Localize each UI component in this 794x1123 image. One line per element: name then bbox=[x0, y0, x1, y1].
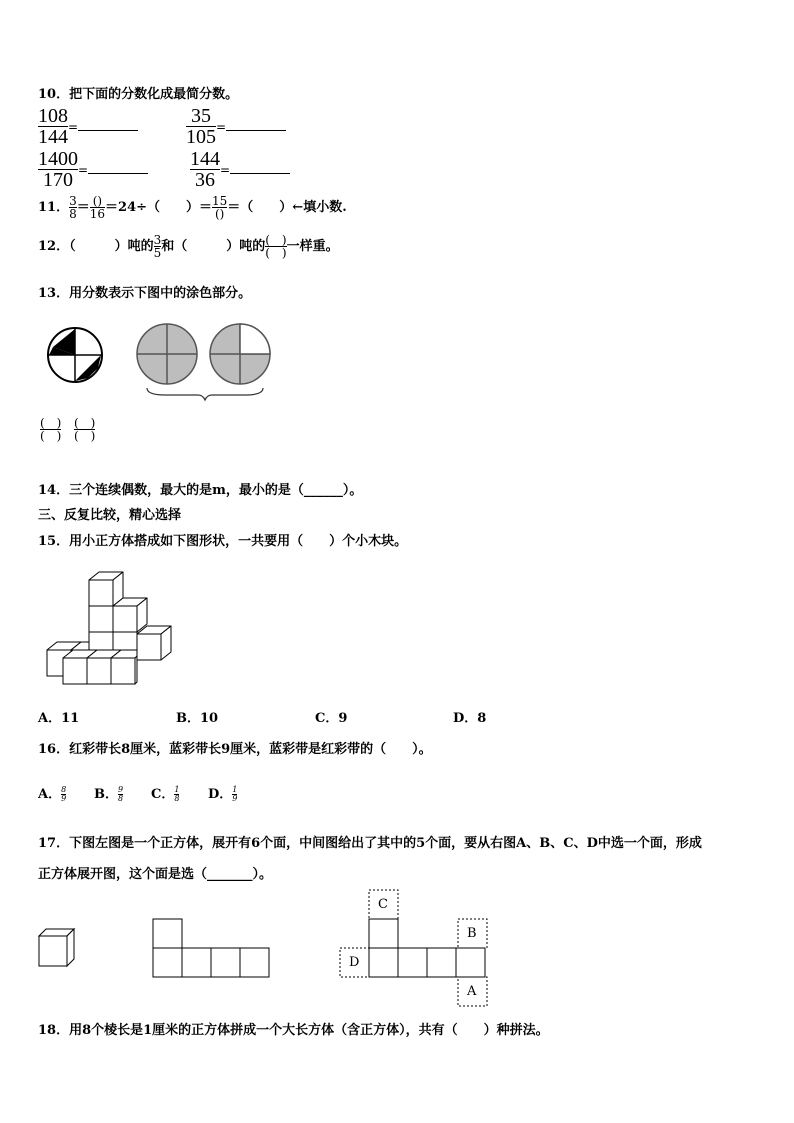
numerator: 1400 bbox=[38, 148, 78, 170]
numerator: ( ) bbox=[40, 416, 62, 430]
denominator: 9 bbox=[61, 794, 67, 803]
denominator: 16 bbox=[89, 207, 106, 221]
face-d-label[interactable]: D bbox=[349, 955, 360, 970]
option-b[interactable]: B．10 bbox=[176, 711, 219, 726]
denominator: 144 bbox=[38, 126, 68, 148]
denominator: ( ) bbox=[74, 429, 96, 443]
denominator: 8 bbox=[174, 794, 180, 803]
numerator: 8 bbox=[61, 785, 67, 794]
denominator: ( ) bbox=[265, 246, 287, 260]
cube-icon bbox=[39, 929, 74, 966]
option-d[interactable]: D．8 bbox=[453, 711, 487, 726]
numerator: ( ) bbox=[74, 416, 96, 430]
option-label: B． bbox=[94, 787, 118, 802]
question-17-line-1: 17．下图左图是一个正方体，展开有6个面，中间图给出了其中的5个面，要从右图A、B、C、D中选一个面，形成 bbox=[38, 836, 702, 851]
text-part-3: 一样重。 bbox=[286, 239, 339, 254]
text-part-2: 和（ ）吨的 bbox=[161, 239, 266, 254]
equals-sign: = bbox=[68, 120, 79, 134]
option-label: A． bbox=[38, 787, 62, 802]
question-14-text: 14．三个连续偶数，最大的是m，最小的是（______）。 bbox=[38, 483, 363, 498]
numerator: () bbox=[90, 195, 105, 208]
numerator: ( ) bbox=[265, 233, 287, 247]
section-3-heading: 三、反复比较，精心选择 bbox=[38, 508, 182, 523]
equals-sign: = bbox=[220, 163, 231, 177]
numerator: 15 bbox=[212, 194, 228, 208]
equals-sign: = bbox=[216, 120, 227, 134]
denominator: 8 bbox=[69, 207, 77, 221]
face-c-label[interactable]: C bbox=[378, 897, 388, 912]
option-c[interactable]: C．9 bbox=[315, 711, 348, 726]
question-15-text: 15．用小正方体搭成如下图形状，一共要用（ ）个小木块。 bbox=[38, 534, 408, 549]
question-17-line-2: 正方体展开图，这个面是选（_______）。 bbox=[38, 867, 273, 882]
equals-sign: = bbox=[78, 163, 89, 177]
question-18-text: 18．用8个棱长是1厘米的正方体拼成一个大长方体（含正方体），共有（ ）种拼法。 bbox=[38, 1023, 549, 1038]
denominator: () bbox=[214, 207, 225, 221]
question-number: 11． bbox=[38, 200, 70, 215]
text-part-1: 12．（ ）吨的 bbox=[38, 239, 154, 254]
numerator: 108 bbox=[38, 105, 68, 127]
denominator: 5 bbox=[153, 246, 162, 260]
numerator: 144 bbox=[190, 148, 220, 170]
denominator: ( ) bbox=[40, 429, 62, 443]
option-label: C． bbox=[151, 787, 175, 802]
five-face-net bbox=[153, 919, 269, 977]
numerator: 3 bbox=[69, 194, 77, 208]
question-10-text: 10．把下面的分数化成最简分数。 bbox=[38, 87, 239, 102]
option-label: D． bbox=[208, 787, 233, 802]
numerator: 3 bbox=[153, 233, 162, 247]
question-13-text: 13．用分数表示下图中的涂色部分。 bbox=[38, 286, 252, 301]
option-a[interactable]: A．11 bbox=[38, 711, 80, 726]
face-a-label[interactable]: A bbox=[467, 984, 477, 999]
denominator: 9 bbox=[232, 794, 238, 803]
numerator: 35 bbox=[186, 106, 216, 127]
question-16-text: 16．红彩带长8厘米，蓝彩带长9厘米，蓝彩带是红彩带的（ ）。 bbox=[38, 742, 432, 757]
face-b-label[interactable]: B bbox=[467, 926, 477, 941]
denominator: 8 bbox=[118, 794, 124, 803]
denominator: 170 bbox=[43, 169, 73, 191]
expression-middle: ＝24÷（ ）＝ bbox=[105, 200, 213, 215]
numerator: 1 bbox=[232, 785, 238, 794]
numerator: 1 bbox=[174, 785, 180, 794]
numerator: 9 bbox=[118, 785, 124, 794]
equals-sign: ＝ bbox=[76, 200, 90, 215]
expression-tail: ＝（ ）←填小数. bbox=[227, 200, 347, 215]
denominator: 36 bbox=[195, 169, 215, 191]
denominator: 105 bbox=[186, 126, 216, 148]
